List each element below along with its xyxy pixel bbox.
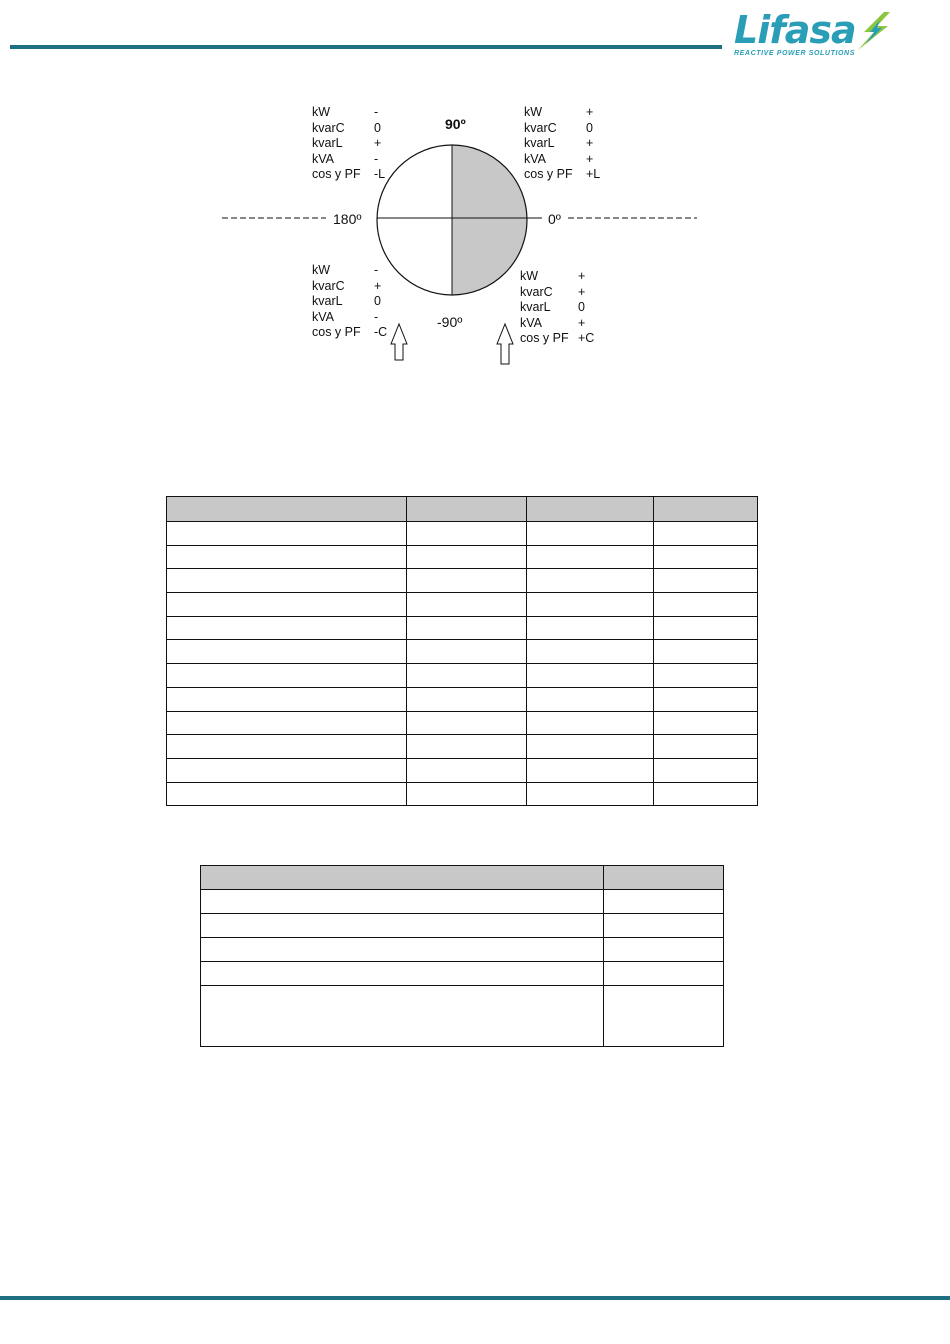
table1-cell <box>406 782 527 806</box>
quadrant-value: +C <box>578 331 595 345</box>
table2-cell <box>201 914 604 938</box>
quadrant-value: + <box>586 151 594 166</box>
quadrant-row <box>312 325 387 341</box>
quadrant-value: + <box>578 269 586 283</box>
quadrant-key: cos y PF <box>312 167 361 181</box>
quadrant-value: - <box>374 263 379 277</box>
table1-row <box>167 522 758 546</box>
table2-cell <box>201 986 604 1047</box>
table1-cell <box>167 593 407 617</box>
table1-cell <box>654 569 758 593</box>
table2-header-cell <box>604 866 724 890</box>
table1-cell <box>167 735 407 759</box>
table1-cell <box>654 735 758 759</box>
table2-cell <box>604 914 724 938</box>
quadrant-graphic <box>0 0 950 420</box>
table1-row <box>167 687 758 711</box>
table1-row <box>167 569 758 593</box>
table1-header-row <box>167 497 758 522</box>
quadrant-value: 0 <box>578 300 585 314</box>
table1-cell <box>167 640 407 664</box>
table1-cell <box>654 711 758 735</box>
quadrant-row <box>312 167 385 183</box>
table1-cell <box>527 569 654 593</box>
logo-tagline: REACTIVE POWER SOLUTIONS <box>734 50 855 57</box>
table1-row <box>167 758 758 782</box>
quadrant-key: kvarL <box>312 294 343 308</box>
quadrant-bottom-left <box>312 263 387 341</box>
table1-cell <box>654 545 758 569</box>
quadrant-value: - <box>374 105 379 119</box>
table2-cell <box>604 890 724 914</box>
table1-cell <box>527 522 654 546</box>
table2-cell <box>201 962 604 986</box>
quadrant-row <box>524 105 600 121</box>
table1-row <box>167 711 758 735</box>
table2-row <box>201 914 724 938</box>
table1-cell <box>527 711 654 735</box>
table1-cell <box>167 616 407 640</box>
table1-cell <box>167 545 407 569</box>
table1-cell <box>654 593 758 617</box>
quadrant-key: cos y PF <box>524 167 573 181</box>
quadrant-row <box>520 331 594 347</box>
table1-cell <box>167 711 407 735</box>
table1-cell <box>406 687 527 711</box>
quadrant-row <box>312 294 387 310</box>
table1-cell <box>654 522 758 546</box>
quadrant-key: kvarL <box>520 300 551 314</box>
angle-90: 90º <box>445 116 466 132</box>
table1-cell <box>527 640 654 664</box>
quadrant-row <box>312 152 385 168</box>
table1-cell <box>654 758 758 782</box>
quadrant-row <box>520 316 594 332</box>
table1-row <box>167 616 758 640</box>
table2-row <box>201 962 724 986</box>
shaded-right-half <box>452 145 527 295</box>
table2-row <box>201 986 724 1047</box>
table1-row <box>167 640 758 664</box>
quadrant-value: - <box>374 151 379 166</box>
table1-header-cell <box>167 497 407 522</box>
table2-header-row <box>201 866 724 890</box>
quadrant-row <box>312 310 387 326</box>
table1-header-cell <box>406 497 527 522</box>
footer-rule <box>0 1296 950 1300</box>
quadrant-value: - <box>374 309 379 324</box>
quadrant-key: kW <box>524 105 543 119</box>
quadrant-row <box>524 152 600 168</box>
quadrant-row <box>524 136 600 152</box>
quadrant-top-left <box>312 105 385 183</box>
quadrant-value: + <box>578 315 586 330</box>
table1-cell <box>406 758 527 782</box>
quadrant-row <box>520 285 594 301</box>
table1-header-cell <box>654 497 758 522</box>
table-settings <box>200 865 724 1047</box>
table1-cell <box>527 664 654 688</box>
table1-cell <box>654 640 758 664</box>
angle-minus-90: -90º <box>437 314 463 330</box>
quadrant-value: + <box>586 136 594 150</box>
table1-cell <box>167 782 407 806</box>
table2-cell <box>201 890 604 914</box>
quadrant-value: + <box>578 284 586 299</box>
table1-cell <box>527 782 654 806</box>
table2-header-cell <box>201 866 604 890</box>
quadrant-row <box>312 121 385 137</box>
quadrant-row <box>524 167 600 183</box>
table1-cell <box>167 569 407 593</box>
table-signs <box>166 496 758 806</box>
table1-cell <box>167 664 407 688</box>
quadrant-row <box>312 263 387 279</box>
quadrant-row <box>312 279 387 295</box>
logo-wordmark: Lifasa <box>734 8 856 52</box>
quadrant-diagram <box>0 0 950 420</box>
table1-cell <box>527 735 654 759</box>
quadrant-key: kvarC <box>524 120 557 135</box>
quadrant-key: kW <box>312 105 331 119</box>
table1-cell <box>406 593 527 617</box>
table1-cell <box>406 522 527 546</box>
quadrant-key: kvarC <box>312 120 345 135</box>
table1-cell <box>654 782 758 806</box>
quadrant-key: kvarL <box>312 136 343 150</box>
quadrant-key: kVA <box>520 315 542 330</box>
table1-cell <box>527 593 654 617</box>
angle-0: 0º <box>548 211 561 227</box>
quadrant-value: -L <box>374 167 386 181</box>
quadrant-key: kW <box>312 263 331 277</box>
quadrant-row <box>524 121 600 137</box>
quadrant-value: +L <box>586 167 601 181</box>
quadrant-key: kVA <box>312 309 334 324</box>
table1-cell <box>167 758 407 782</box>
table2-cell <box>201 938 604 962</box>
table1-cell <box>654 687 758 711</box>
quadrant-row <box>312 105 385 121</box>
quadrant-value: -C <box>374 325 388 339</box>
quadrant-row <box>520 300 594 316</box>
quadrant-value: 0 <box>586 120 593 135</box>
table1-row <box>167 545 758 569</box>
quadrant-row <box>312 136 385 152</box>
quadrant-key: kvarC <box>312 278 345 293</box>
table1-cell <box>406 664 527 688</box>
table1-header-cell <box>527 497 654 522</box>
table2-cell <box>604 986 724 1047</box>
table1-cell <box>527 758 654 782</box>
table1-cell <box>406 711 527 735</box>
quadrant-top-right <box>524 105 600 183</box>
table1-cell <box>406 545 527 569</box>
table1-cell <box>406 616 527 640</box>
table1-cell <box>406 569 527 593</box>
quadrant-value: + <box>586 105 594 119</box>
table2-row <box>201 890 724 914</box>
table1-cell <box>527 545 654 569</box>
table1-cell <box>406 735 527 759</box>
table1-cell <box>167 687 407 711</box>
quadrant-value: + <box>374 278 382 293</box>
quadrant-key: kW <box>520 269 539 283</box>
angle-180: 180º <box>333 211 362 227</box>
table2-row <box>201 938 724 962</box>
table1-cell <box>527 616 654 640</box>
arrow-left-icon <box>391 324 407 360</box>
quadrant-key: kvarC <box>520 284 553 299</box>
quadrant-value: 0 <box>374 294 381 308</box>
table2-cell <box>604 962 724 986</box>
table1-cell <box>406 640 527 664</box>
quadrant-key: cos y PF <box>520 331 569 345</box>
arrow-right-icon <box>497 324 513 364</box>
table1-row <box>167 664 758 688</box>
table1-row <box>167 593 758 617</box>
quadrant-value: + <box>374 136 382 150</box>
table1-cell <box>167 522 407 546</box>
table1-row <box>167 782 758 806</box>
table2-cell <box>604 938 724 962</box>
quadrant-bottom-right <box>520 269 594 347</box>
quadrant-row <box>520 269 594 285</box>
quadrant-key: kvarL <box>524 136 555 150</box>
table1-row <box>167 735 758 759</box>
quadrant-key: kVA <box>312 151 334 166</box>
table1-cell <box>654 616 758 640</box>
quadrant-key: cos y PF <box>312 325 361 339</box>
quadrant-key: kVA <box>524 151 546 166</box>
table1-cell <box>527 687 654 711</box>
table1-cell <box>654 664 758 688</box>
quadrant-value: 0 <box>374 120 381 135</box>
